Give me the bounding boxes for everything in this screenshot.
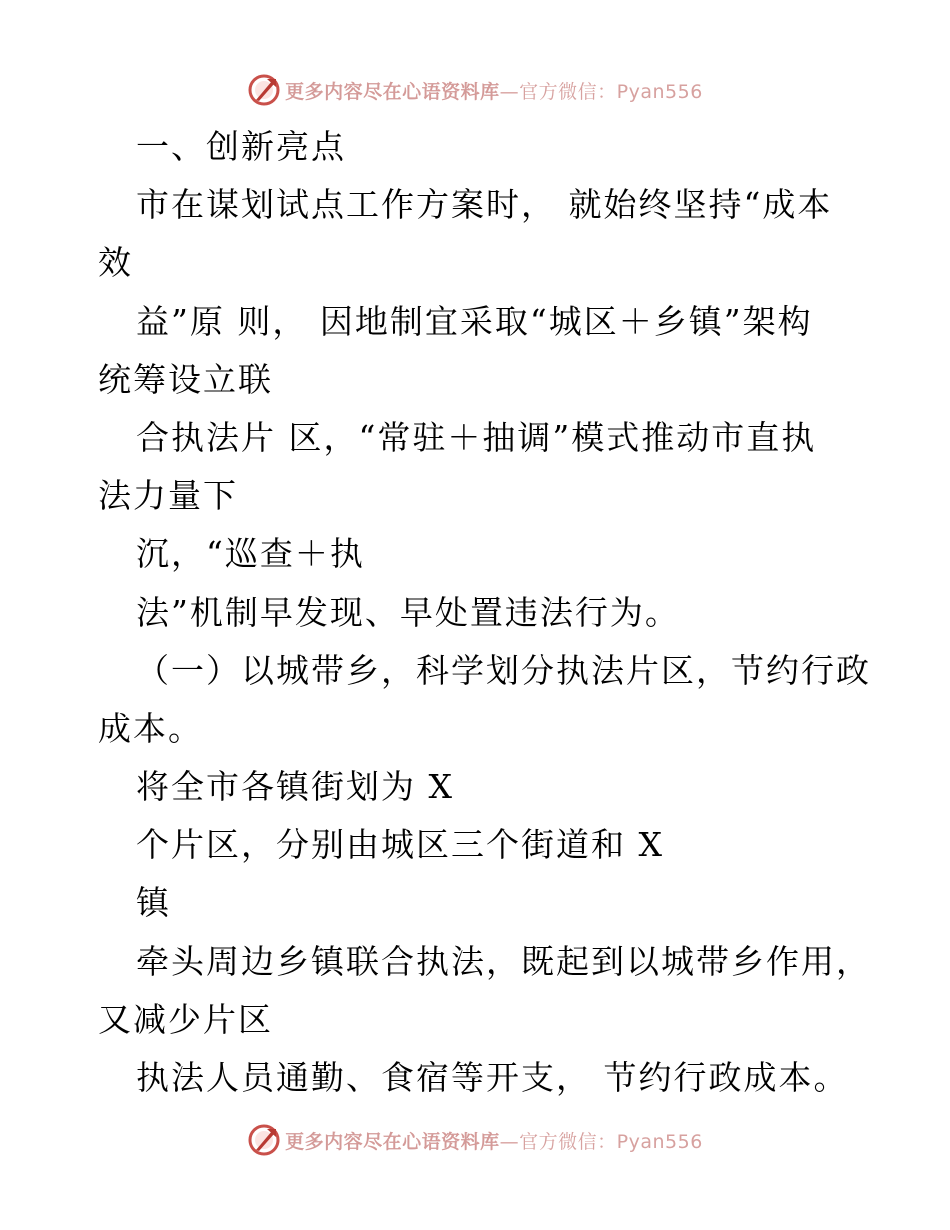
- section-heading: 一、创新亮点: [136, 127, 346, 166]
- paragraph-line: 益”原 则， 因地制宜采取“城区＋乡镇”架构: [136, 301, 813, 341]
- paragraph-line: 又减少片区: [98, 999, 273, 1039]
- paragraph-line: 将全市各镇街划为 X: [136, 767, 454, 807]
- banner-main-text: 更多内容尽在心语资料库: [285, 80, 500, 103]
- banner-dash: —: [499, 80, 520, 103]
- paragraph-line: 个片区，分别由城区三个街道和 X: [136, 825, 664, 865]
- paragraph-line: 法”机制早发现、早处置违法行为。: [136, 592, 680, 632]
- document-body: [98, 118, 871, 1107]
- banner-dash: —: [499, 1130, 520, 1153]
- header-watermark-banner: [0, 70, 950, 110]
- paragraph-line: 执法人员通勤、食宿等开支， 节约行政成本。: [136, 1058, 849, 1097]
- footer-watermark-banner: [0, 1120, 950, 1160]
- paragraph-line: 法力量下: [98, 476, 238, 516]
- paragraph-line: 牵头周边乡镇联合执法，既起到以城带乡作用，: [136, 941, 871, 981]
- paragraph-line: 沉，“巡查＋执: [136, 534, 365, 574]
- paragraph-line: 镇: [136, 883, 171, 923]
- paragraph-line: 效: [98, 243, 133, 283]
- quill-logo-icon: [247, 73, 281, 107]
- paragraph-line: 合执法片 区，“常驻＋抽调”模式推动市直执: [136, 417, 817, 457]
- banner-wechat-text: 官方微信：Pyan556: [519, 80, 703, 103]
- banner-wechat-text: 官方微信：Pyan556: [519, 1130, 703, 1153]
- quill-logo-icon: [247, 1123, 281, 1157]
- paragraph-line: 统筹设立联: [98, 359, 273, 399]
- banner-main-text: 更多内容尽在心语资料库: [285, 1130, 500, 1153]
- paragraph-line: 成本。: [98, 708, 203, 748]
- subsection-heading: （一）以城带乡，科学划分执法片区，节约行政: [136, 650, 871, 690]
- paragraph-line: 市在谋划试点工作方案时， 就始终坚持“成本: [136, 185, 833, 225]
